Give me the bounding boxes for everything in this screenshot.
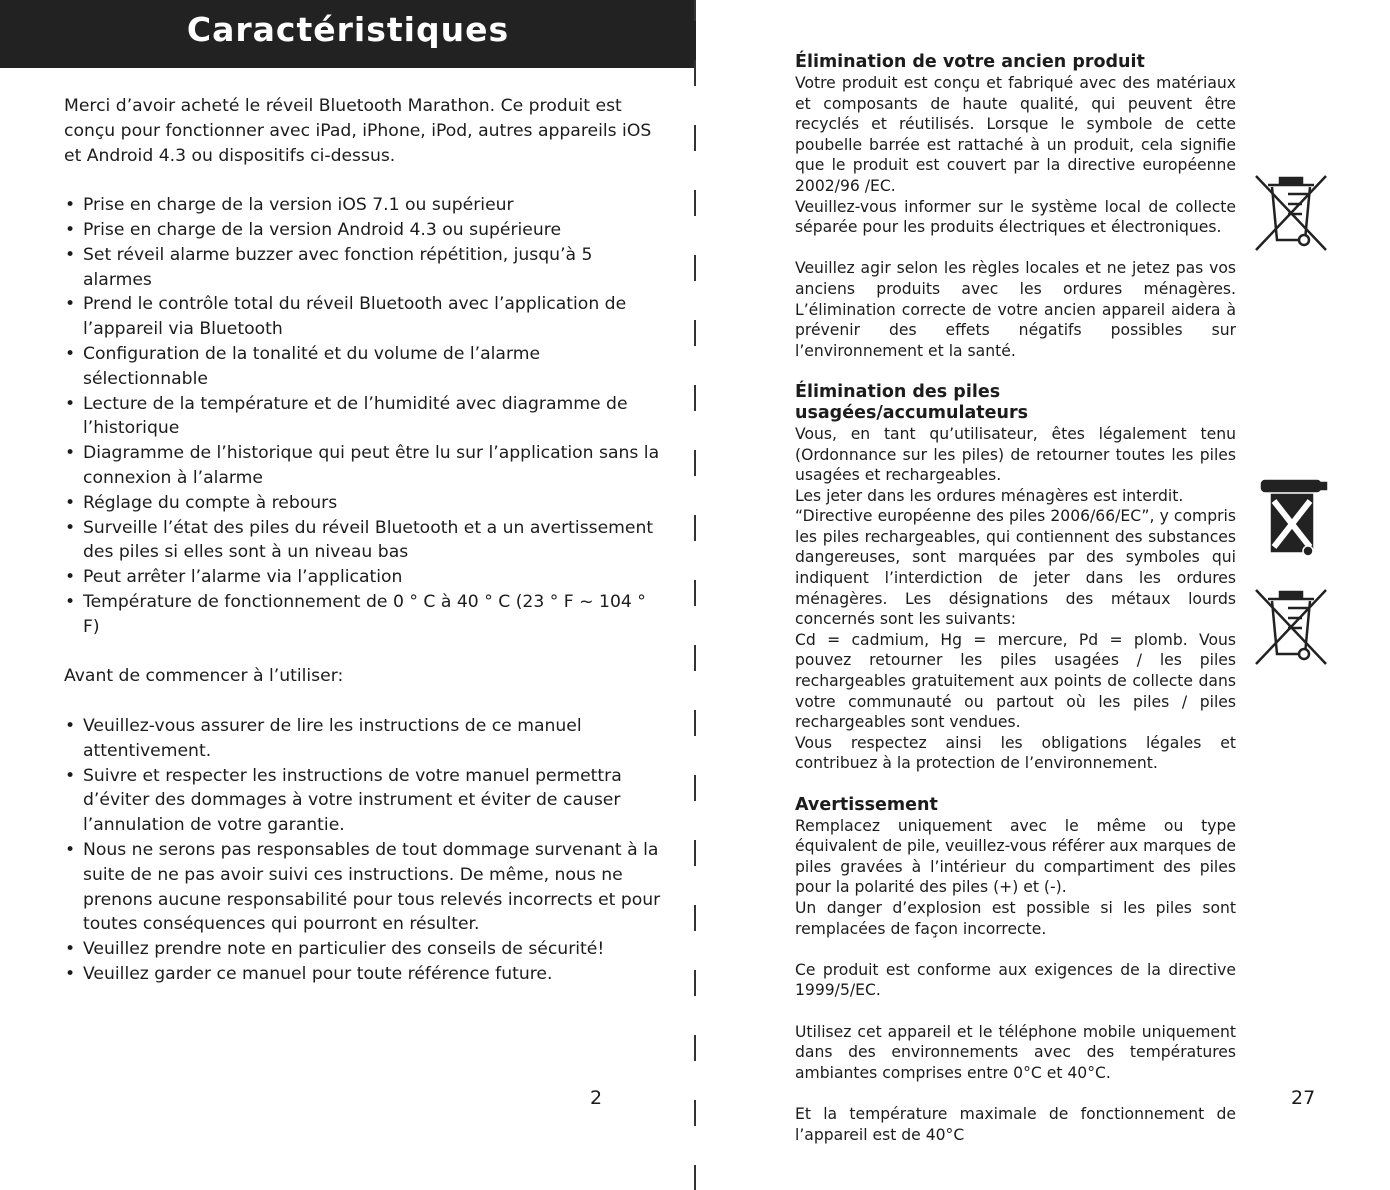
- page-number: 27: [1291, 1087, 1316, 1109]
- weee-crossed-bin-icon: [1250, 586, 1332, 668]
- list-item: • Set réveil alarme buzzer avec fonction répétition, jusqu’à 5 alarmes: [64, 243, 664, 293]
- section-title-batteries: Élimination des piles usagées/accumulateurs: [795, 381, 1029, 423]
- list-item: • Lecture de la température et de l’humidité avec diagramme de l’historique: [64, 392, 664, 442]
- list-item: • Configuration de la tonalité et du volume de l’alarme sélectionnable: [64, 342, 664, 392]
- list-item: • Veuillez garder ce manuel pour toute référence future.: [64, 962, 664, 987]
- paragraph: Utilisez cet appareil et le téléphone mobile uniquement dans des environnements avec des températures ambiantes comprises entre 0°C et 40°C.: [795, 1022, 1236, 1082]
- page-title: Caractéristiques: [186, 10, 510, 49]
- list-item: • Suivre et respecter les instructions de votre manuel permettra d’éviter des dommages à votre instrument et éviter de causer l’annulation de votre garantie.: [64, 764, 664, 838]
- right-page: [697, 0, 1390, 1190]
- page-number: 2: [590, 1087, 603, 1109]
- before-use-heading: Avant de commencer à l’utiliser:: [64, 666, 344, 687]
- list-item: • Réglage du compte à rebours: [64, 491, 664, 516]
- list-item: • Nous ne serons pas responsables de tout dommage survenant à la suite de ne pas avoir suivi ces instructions. De même, nous ne prenons aucune responsabilité pour tous relevés incorrects et pour toutes conséquences qui pourront en résulter.: [64, 838, 664, 937]
- instructions-list: [64, 714, 664, 987]
- paragraph: “Directive européenne des piles 2006/66/EC”, y compris les piles rechargeables, qui contiennent des substances dangereuses, sont marquées par des symboles qui indiquent l’interdiction de jeter dans les ordures ménagères. Les désignations des métaux lourds concernés sont les suivants:: [795, 507, 1236, 629]
- paragraph: Vous respectez ainsi les obligations légales et contribuez à la protection de l’environnement.: [795, 733, 1236, 773]
- paragraph: Veuillez-vous informer sur le système local de collecte séparée pour les produits électriques et électroniques.: [795, 197, 1236, 237]
- left-content: [64, 94, 664, 987]
- page-divider: [694, 0, 696, 1190]
- list-item: • Prise en charge de la version Android 4.3 ou supérieure: [64, 218, 664, 243]
- paragraph: Un danger d’explosion est possible si les piles sont remplacées de façon incorrecte.: [795, 898, 1236, 938]
- battery-crossed-bin-icon: [1256, 473, 1332, 559]
- list-item: • Prend le contrôle total du réveil Bluetooth avec l’application de l’appareil via Bluetooth: [64, 292, 664, 342]
- header-bar: [0, 0, 696, 68]
- section-title-warning: Avertissement: [795, 794, 938, 815]
- list-item: • Surveille l’état des piles du réveil Bluetooth et a un avertissement des piles si elles sont à un niveau bas: [64, 516, 664, 566]
- weee-crossed-bin-icon: [1250, 172, 1332, 254]
- paragraph: Vous, en tant qu’utilisateur, êtes légalement tenu (Ordonnance sur les piles) de retourner toutes les piles usagées et rechargeables.: [795, 424, 1236, 485]
- paragraph: Et la température maximale de fonctionnement de l’appareil est de 40°C: [795, 1104, 1236, 1144]
- list-item: • Veuillez prendre note en particulier des conseils de sécurité!: [64, 937, 664, 962]
- list-item: • Peut arrêter l’alarme via l’application: [64, 565, 664, 590]
- section-title-disposal: Élimination de votre ancien produit: [795, 52, 1145, 72]
- paragraph: Les jeter dans les ordures ménagères est interdit.: [795, 486, 1184, 505]
- right-content: [795, 52, 1236, 1145]
- paragraph: Veuillez agir selon les règles locales et ne jetez pas vos anciens produits avec les ordures ménagères. L’élimination correcte de votre ancien appareil aidera à prévenir des effets négatifs possibles sur l’environnement et la santé.: [795, 259, 1236, 360]
- intro-paragraph: Merci d’avoir acheté le réveil Bluetooth Marathon. Ce produit est conçu pour fonctionner avec iPad, iPhone, iPod, autres appareils iOS et Android 4.3 ou dispositifs ci-dessus.: [64, 96, 652, 166]
- paragraph: Ce produit est conforme aux exigences de la directive 1999/5/EC.: [795, 960, 1236, 1000]
- paragraph: Votre produit est conçu et fabriqué avec des matériaux et composants de haute qualité, qui peuvent être recyclés et réutilisés. Lorsque le symbole de cette poubelle barrée est rattaché à un produit, cela signifie que le produit est couvert par la directive européenne 2002/96 /EC.: [795, 74, 1236, 195]
- list-item: • Diagramme de l’historique qui peut être lu sur l’application sans la connexion à l’alarme: [64, 441, 664, 491]
- paragraph: Remplacez uniquement avec le même ou type équivalent de pile, veuillez-vous référer aux marques de piles gravées à l’intérieur du compartiment des piles pour la polarité des piles (+) et (-).: [795, 816, 1236, 897]
- features-list: [64, 193, 664, 639]
- list-item: • Veuillez-vous assurer de lire les instructions de ce manuel attentivement.: [64, 714, 664, 764]
- paragraph: Cd = cadmium, Hg = mercure, Pd = plomb. Vous pouvez retourner les piles usagées / les piles rechargeables gratuitement aux points de collecte dans votre communauté ou partout où les piles / piles rechargeables sont vendues.: [795, 630, 1236, 732]
- list-item: • Température de fonctionnement de 0 ° C à 40 ° C (23 ° F ~ 104 ° F): [64, 590, 664, 640]
- list-item: • Prise en charge de la version iOS 7.1 ou supérieur: [64, 193, 664, 218]
